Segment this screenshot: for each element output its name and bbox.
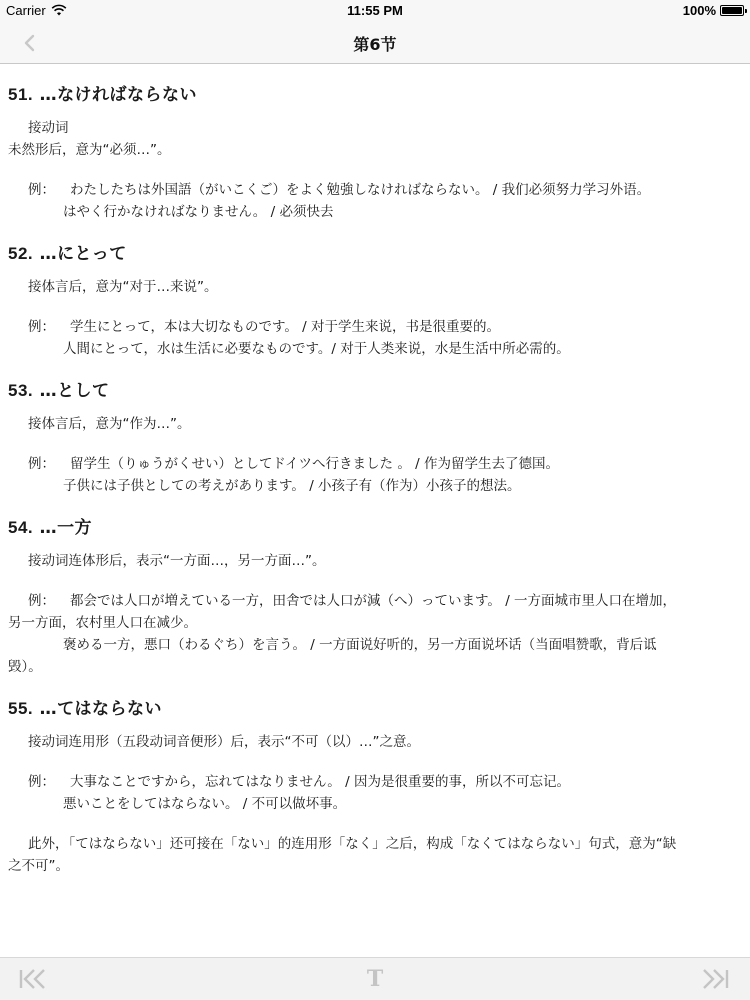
example-label: 例： (28, 456, 55, 472)
battery-percent: 100% (682, 3, 716, 18)
bottom-toolbar (0, 957, 750, 1000)
example-line (8, 590, 742, 612)
example-line: 子供には子供としての考えがあります。 / 小孩子有（作为）小孩子的想法。 (63, 478, 521, 494)
example-line: 悪いことをしてはならない。 / 不可以做坏事。 (63, 796, 347, 812)
example-line (8, 316, 742, 338)
example-line: 毁）。 (8, 659, 42, 675)
section-heading (8, 239, 742, 264)
example-line: 另一方面，农村里人口在减少。 (8, 615, 197, 631)
section-title: …てはならない (39, 699, 163, 719)
status-bar (0, 0, 750, 22)
grammar-section-54 (8, 513, 742, 678)
example-label: 例： (28, 593, 55, 609)
section-number: 54. (8, 518, 34, 537)
last-page-icon[interactable] (696, 966, 730, 992)
example-label: 例： (28, 182, 55, 198)
example-line (8, 453, 742, 475)
example-text: 大事なことですから，忘れてはなりません。 / 因为是很重要的事，所以不可忘记。 (70, 774, 570, 790)
grammar-section-55 (8, 694, 742, 877)
clock: 11:55 PM (347, 3, 403, 18)
font-size-icon: T (366, 966, 384, 992)
section-number: 51. (8, 85, 34, 104)
font-size-button[interactable] (362, 966, 388, 992)
first-page-icon[interactable] (18, 966, 52, 992)
section-number: 52. (8, 244, 34, 263)
usage-line: 接体言后，意为“作为…”。 (28, 416, 191, 432)
battery-icon (720, 5, 744, 16)
section-heading (8, 513, 742, 538)
usage-line: 接体言后，意为“对于…来说”。 (28, 279, 218, 295)
note-line: 之不可”。 (8, 858, 69, 874)
section-heading (8, 80, 742, 105)
grammar-section-52 (8, 239, 742, 360)
page-title: 第6节 (353, 35, 397, 54)
lesson-content (0, 64, 750, 957)
section-title: …なければならない (39, 85, 198, 105)
example-line: はやく行かなければなりません。 / 必须快去 (63, 204, 334, 220)
section-title: …にとって (39, 244, 127, 264)
usage-line: 接动词连用形（五段动词音便形）后，表示“不可（以）…”之意。 (28, 734, 420, 750)
usage-line: 未然形后，意为“必须…”。 (8, 142, 171, 158)
section-title: …として (39, 381, 110, 401)
section-heading (8, 694, 742, 719)
grammar-section-51 (8, 80, 742, 223)
carrier-label: Carrier (6, 3, 46, 18)
section-number: 55. (8, 699, 34, 718)
usage-line: 接动词连体形后，表示“一方面…，另一方面…”。 (28, 553, 326, 569)
navigation-bar (0, 22, 750, 64)
note-line: 此外，「てはならない」还可接在「ない」的连用形「なく」之后，构成「なくてはならない」句式，意为“缺 (28, 836, 677, 852)
example-text: 学生にとって，本は大切なものです。 / 对于学生来说，书是很重要的。 (70, 319, 501, 335)
section-heading (8, 376, 742, 401)
example-label: 例： (28, 774, 55, 790)
example-line (8, 771, 742, 793)
example-text: 都会では人口が増えている一方，田舎では人口が減（へ）っています。 / 一方面城市里人口在增加， (70, 593, 677, 609)
example-text: わたしたちは外国語（がいこくご）をよく勉強しなければならない。 / 我们必须努力学习外语。 (70, 182, 651, 198)
usage-line: 接动词 (28, 120, 69, 136)
example-line: 褒める一方，悪口（わるぐち）を言う。 / 一方面说好听的，另一方面说坏话（当面唱赞歌，背后诋 (63, 637, 657, 653)
example-text: 留学生（りゅうがくせい）としてドイツへ行きました 。 / 作为留学生去了德国。 (70, 456, 559, 472)
example-line (8, 179, 742, 201)
section-number: 53. (8, 381, 34, 400)
example-label: 例： (28, 319, 55, 335)
example-line: 人間にとって，水は生活に必要なものです。/ 对于人类来说，水是生活中所必需的。 (63, 341, 570, 357)
section-title: …一方 (39, 518, 93, 538)
grammar-section-53 (8, 376, 742, 497)
